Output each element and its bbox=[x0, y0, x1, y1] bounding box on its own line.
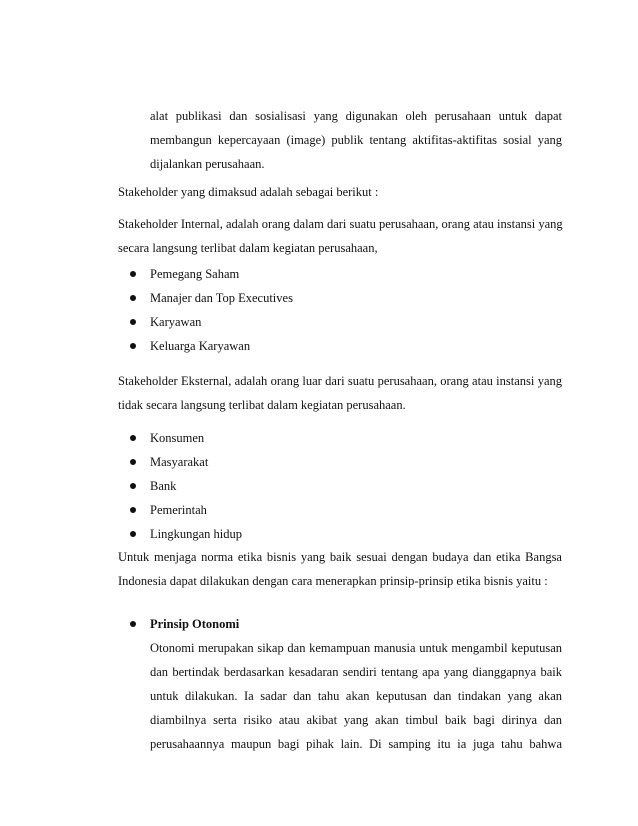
principle-line: diambilnya serta risiko atau akibat yang akan timbul baik bagi dirinya dan bbox=[150, 713, 562, 727]
stakeholder-heading-text: Stakeholder yang dimaksud adalah sebagai berikut : bbox=[118, 185, 379, 199]
list-item-label: Pemerintah bbox=[150, 503, 207, 517]
principle-section bbox=[118, 612, 562, 756]
list-item-label: Keluarga Karyawan bbox=[150, 339, 251, 353]
bullet-icon bbox=[130, 459, 136, 465]
list-item bbox=[118, 474, 562, 498]
list-item-label: Pemegang Saham bbox=[150, 267, 240, 281]
external-line: tidak secara langsung terlibat dalam kegiatan perusahaan. bbox=[118, 398, 406, 412]
intro-line: dijalankan perusahaan. bbox=[150, 157, 265, 171]
list-item bbox=[118, 286, 562, 310]
principle-line: Otonomi merupakan sikap dan kemampuan manusia untuk mengambil keputusan bbox=[150, 641, 562, 655]
bullet-icon bbox=[130, 507, 136, 513]
stakeholder-heading bbox=[118, 180, 562, 204]
list-item-label: Masyarakat bbox=[150, 455, 209, 469]
principle-line: perusahaannya maupun bagi pihak lain. Di samping itu ia juga tahu bahwa bbox=[150, 737, 562, 751]
bullet-icon bbox=[130, 271, 136, 277]
internal-line: Stakeholder Internal, adalah orang dalam dari suatu perusahaan, orang atau instansi yang bbox=[118, 217, 563, 231]
intro-paragraph bbox=[150, 104, 562, 176]
list-item-label: Bank bbox=[150, 479, 177, 493]
list-item bbox=[118, 450, 562, 474]
ethics-line: Untuk menjaga norma etika bisnis yang baik sesuai dengan budaya dan etika Bangsa bbox=[118, 550, 562, 564]
principle-line: dan bertindak berdasarkan kesadaran sendiri tentang apa yang dianggapnya baik bbox=[150, 665, 562, 679]
bullet-icon bbox=[130, 483, 136, 489]
principle-line: untuk dilakukan. Ia sadar dan tahu akan keputusan dan tindakan yang akan bbox=[150, 689, 562, 703]
internal-paragraph bbox=[118, 212, 562, 260]
bullet-icon bbox=[130, 343, 136, 349]
external-list bbox=[118, 426, 562, 546]
list-item bbox=[118, 334, 562, 358]
ethics-paragraph bbox=[118, 545, 562, 593]
bullet-icon bbox=[130, 295, 136, 301]
principle-title: Prinsip Otonomi bbox=[150, 617, 240, 631]
bullet-icon bbox=[130, 319, 136, 325]
list-item-label: Konsumen bbox=[150, 431, 205, 445]
list-item-label: Karyawan bbox=[150, 315, 202, 329]
intro-line: membangun kepercayaan (image) publik tentang aktifitas-aktifitas sosial yang bbox=[150, 133, 562, 147]
list-item bbox=[118, 310, 562, 334]
list-item bbox=[118, 426, 562, 450]
list-item bbox=[118, 498, 562, 522]
internal-line: secara langsung terlibat dalam kegiatan perusahaan, bbox=[118, 241, 378, 255]
external-paragraph bbox=[118, 369, 562, 417]
intro-line: alat publikasi dan sosialisasi yang digunakan oleh perusahaan untuk dapat bbox=[150, 109, 562, 123]
bullet-icon bbox=[130, 531, 136, 537]
list-item-label: Manajer dan Top Executives bbox=[150, 291, 293, 305]
internal-list bbox=[118, 262, 562, 358]
bullet-icon bbox=[130, 621, 136, 627]
principle-title-row bbox=[118, 612, 562, 636]
list-item-label: Lingkungan hidup bbox=[150, 527, 243, 541]
list-item bbox=[118, 522, 562, 546]
external-line: Stakeholder Eksternal, adalah orang luar dari suatu perusahaan, orang atau instansi yang bbox=[118, 374, 562, 388]
principle-body bbox=[118, 636, 562, 756]
list-item bbox=[118, 262, 562, 286]
ethics-line: Indonesia dapat dilakukan dengan cara menerapkan prinsip-prinsip etika bisnis yaitu : bbox=[118, 574, 548, 588]
bullet-icon bbox=[130, 435, 136, 441]
